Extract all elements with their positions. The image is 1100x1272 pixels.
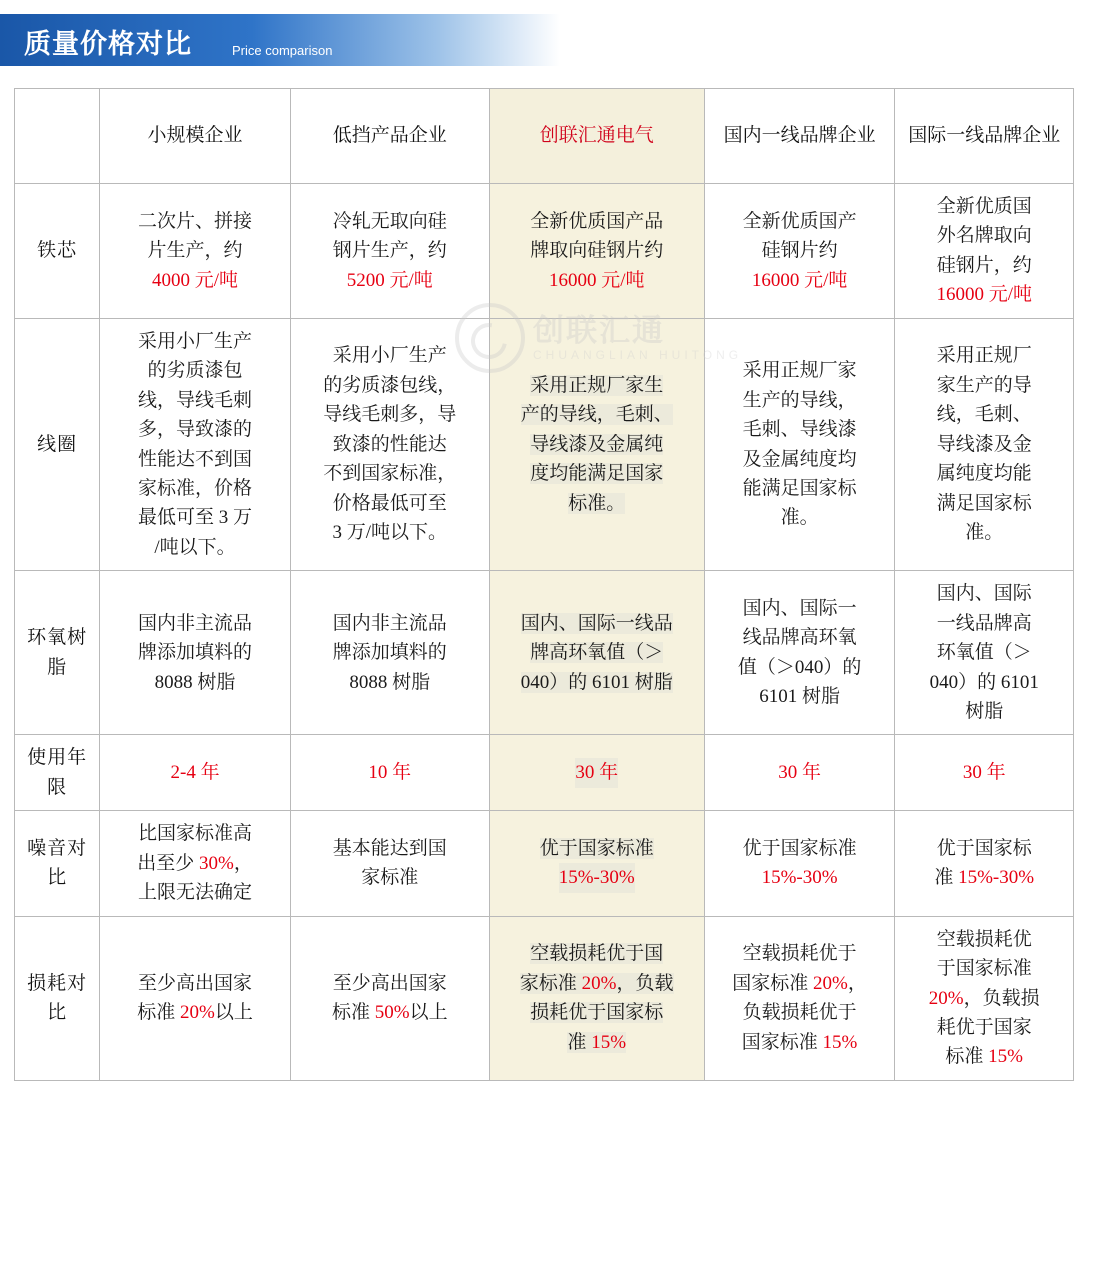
row-header: 使用年限: [15, 735, 100, 811]
column-header-1: 小规模企业: [100, 89, 291, 184]
table-cell: 国内、国际 一线品牌高 环氧值（＞ 040）的 6101 树脂: [895, 571, 1074, 735]
page-subtitle: Price comparison: [232, 43, 333, 58]
column-header-5: 国际一线品牌企业: [895, 89, 1074, 184]
table-cell: 采用小厂生产 的劣质漆包线， 导线毛刺多，导 致漆的性能达 不到国家标准， 价格最低可至 3 万/吨以下。: [290, 318, 489, 571]
table-cell: 采用小厂生产 的劣质漆包 线，导线毛刺 多，导致漆的 性能达不到国 家标准，价格 最低可至 3 万 /吨以下。: [100, 318, 291, 571]
table-body: [15, 184, 1074, 1081]
table-cell: 比国家标准高 出至少 30%， 上限无法确定: [100, 811, 291, 916]
table-cell: 空载损耗优于国 家标准 20%，负载 损耗优于国家标 准 15%: [489, 916, 704, 1080]
table-cell: 10 年: [290, 735, 489, 811]
table-cell: 2-4 年: [100, 735, 291, 811]
header-corner: [15, 89, 100, 184]
table-header: [15, 89, 1074, 184]
table-cell: 基本能达到国 家标准: [290, 811, 489, 916]
table-row: [15, 916, 1074, 1080]
watermark-main-text: 创联汇通: [533, 312, 665, 348]
row-header: 损耗对比: [15, 916, 100, 1080]
table-cell: 采用正规厂家生 产的导线，毛刺、 导线漆及金属纯 度均能满足国家 标准。: [489, 318, 704, 571]
table-cell: 二次片、拼接 片生产，约 4000 元/吨: [100, 184, 291, 319]
table-row: [15, 735, 1074, 811]
table-cell: 全新优质国产品 牌取向硅钢片约 16000 元/吨: [489, 184, 704, 319]
table-cell: 至少高出国家 标准 50%以上: [290, 916, 489, 1080]
watermark-sub-text: CHUANGLIAN HUITONG: [533, 348, 743, 363]
column-header-4: 国内一线品牌企业: [704, 89, 895, 184]
table-cell: 空载损耗优 于国家标准 20%，负载损 耗优于国家 标准 15%: [895, 916, 1074, 1080]
row-header: 噪音对比: [15, 811, 100, 916]
table-cell: 优于国家标准 15%-30%: [704, 811, 895, 916]
table-cell: 全新优质国 外名牌取向 硅钢片，约 16000 元/吨: [895, 184, 1074, 319]
table-cell: 优于国家标准 15%-30%: [489, 811, 704, 916]
table-cell: 空载损耗优于 国家标准 20%， 负载损耗优于 国家标准 15%: [704, 916, 895, 1080]
table-cell: 国内、国际一线品 牌高环氧值（＞ 040）的 6101 树脂: [489, 571, 704, 735]
table-cell: 优于国家标 准 15%-30%: [895, 811, 1074, 916]
table-cell: 采用正规厂 家生产的导 线，毛刺、 导线漆及金 属纯度均能 满足国家标 准。: [895, 318, 1074, 571]
table-cell: 30 年: [704, 735, 895, 811]
table-cell: 至少高出国家 标准 20%以上: [100, 916, 291, 1080]
table-cell: 30 年: [489, 735, 704, 811]
header-row: [15, 89, 1074, 184]
table-cell: 全新优质国产 硅钢片约 16000 元/吨: [704, 184, 895, 319]
page-title: 质量价格对比: [24, 29, 192, 59]
table-row: [15, 811, 1074, 916]
table-row: [15, 571, 1074, 735]
comparison-table-wrap: [0, 80, 1100, 1081]
column-header-2: 低挡产品企业: [290, 89, 489, 184]
row-header: 环氧树脂: [15, 571, 100, 735]
table-cell: 国内、国际一 线品牌高环氧 值（＞040）的 6101 树脂: [704, 571, 895, 735]
table-row: [15, 318, 1074, 571]
column-header-3: 创联汇通电气: [489, 89, 704, 184]
table-cell: 采用正规厂家 生产的导线， 毛刺、导线漆 及金属纯度均 能满足国家标 准。: [704, 318, 895, 571]
comparison-table: [14, 88, 1074, 1081]
table-cell: 国内非主流品 牌添加填料的 8088 树脂: [100, 571, 291, 735]
table-cell: 冷轧无取向硅 钢片生产，约 5200 元/吨: [290, 184, 489, 319]
table-cell: 国内非主流品 牌添加填料的 8088 树脂: [290, 571, 489, 735]
row-header: 铁芯: [15, 184, 100, 319]
table-row: [15, 184, 1074, 319]
table-cell: 30 年: [895, 735, 1074, 811]
page-banner: [0, 0, 1100, 80]
row-header: 线圈: [15, 318, 100, 571]
